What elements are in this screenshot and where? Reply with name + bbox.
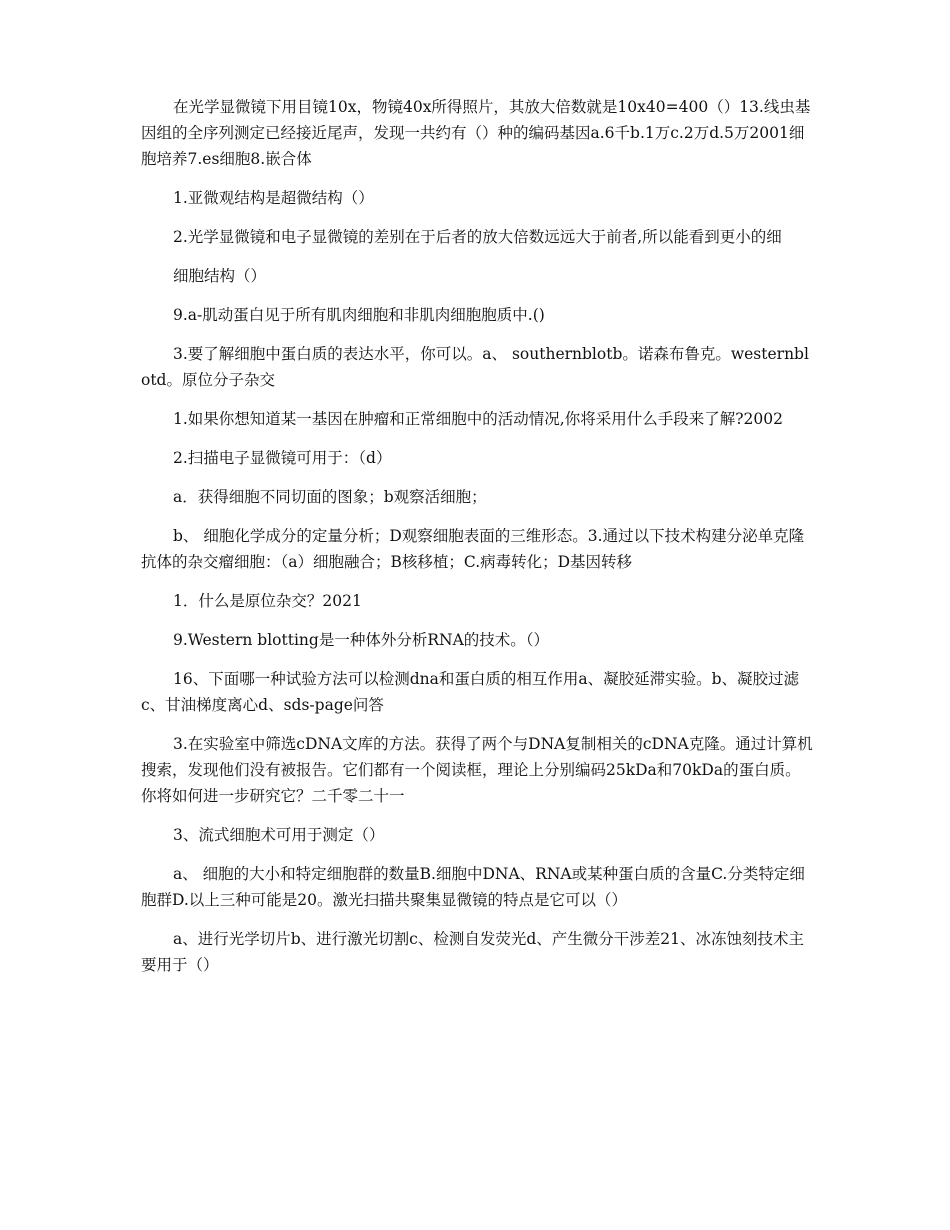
paragraph-sem-option-b: b、 细胞化学成分的定量分析；D观察细胞表面的三维形态。3.通过以下技术构建分泌单克隆抗体的杂交瘤细胞：（a）细胞融合；B核移植；C.病毒转化；D基因转移 bbox=[141, 527, 805, 571]
paragraph-magnification-question: 在光学显微镜下用目镜10x，物镜40x所得照片，其放大倍数就是10x40=400（）13.线虫基因组的全序列测定已经接近尾声，发现一共约有（）种的编码基因a.6千b.1万c.2万d.5万2001细胞培养7.es细胞8.嵌合体 bbox=[141, 98, 811, 168]
paragraph-cell-structure: 细胞结构（） bbox=[173, 267, 267, 285]
paragraph-in-situ-hybridization: 1．什么是原位杂交？2021 bbox=[173, 592, 362, 610]
paragraph-actin-question: 9.a-肌动蛋白见于所有肌肉细胞和非肌肉细胞胞质中.() bbox=[173, 306, 545, 324]
paragraph-microscope-difference: 2.光学显微镜和电子显微镜的差别在于后者的放大倍数远远大于前者,所以能看到更小的细 bbox=[173, 228, 782, 246]
paragraph-flow-cytometry: 3、流式细胞术可用于测定（） bbox=[173, 826, 385, 844]
paragraph-western-blotting: 9.Western blotting是一种体外分析RNA的技术。（） bbox=[173, 631, 550, 649]
paragraph-protein-expression: 3.要了解细胞中蛋白质的表达水平，你可以。a、 southernblotb。诺森布鲁克。westernblotd。原位分子杂交 bbox=[141, 345, 809, 389]
paragraph-dna-protein-interaction: 16、下面哪一种试验方法可以检测dna和蛋白质的相互作用a、凝胶延滞实验。b、凝胶过滤c、甘油梯度离心d、sds-page问答 bbox=[141, 670, 800, 714]
paragraph-cdna-library: 3.在实验室中筛选cDNA文库的方法。获得了两个与DNA复制相关的cDNA克隆。通过计算机搜索，发现他们没有被报告。它们都有一个阅读框，理论上分别编码25kDa和70kDa的蛋白质。你将如何进一步研究它？二千零二十一 bbox=[141, 735, 813, 805]
paragraph-sem-question: 2.扫描电子显微镜可用于：（d） bbox=[173, 449, 392, 467]
paragraph-gene-activity-question: 1.如果你想知道某一基因在肿瘤和正常细胞中的活动情况,你将采用什么手段来了解?2002 bbox=[173, 410, 783, 428]
paragraph-flow-cytometry-options: a、 细胞的大小和特定细胞群的数量B.细胞中DNA、RNA或某种蛋白质的含量C.分类特定细胞群D.以上三种可能是20。激光扫描共聚集显微镜的特点是它可以（） bbox=[141, 865, 805, 909]
document-body bbox=[141, 94, 813, 991]
paragraph-confocal-options: a、进行光学切片b、进行激光切割c、检测自发荧光d、产生微分干涉差21、冰冻蚀刻技术主要用于（） bbox=[141, 930, 804, 974]
paragraph-sem-option-a: a．获得细胞不同切面的图象；b观察活细胞； bbox=[173, 488, 487, 506]
paragraph-submicroscopic-structure: 1.亚微观结构是超微结构（） bbox=[173, 189, 374, 207]
